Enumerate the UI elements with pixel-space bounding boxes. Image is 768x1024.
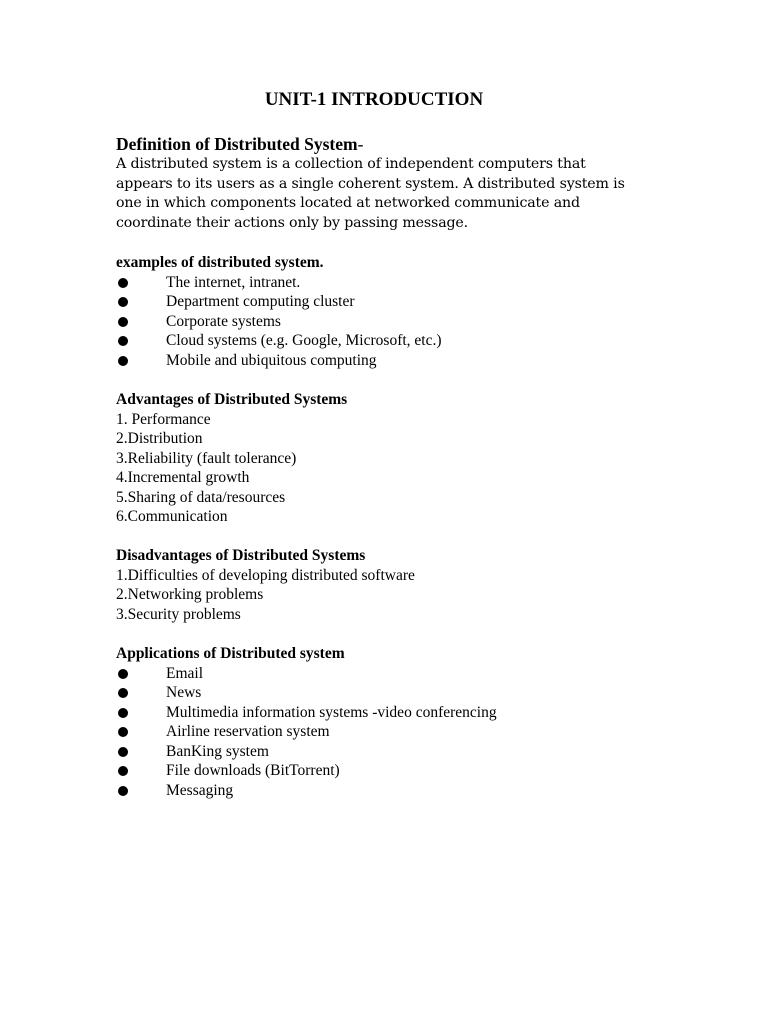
list-item-text: Department computing cluster (166, 293, 355, 310)
list-item-text: The internet, intranet. (166, 273, 301, 291)
list-item (116, 761, 656, 781)
list-item: 2.Distribution (116, 430, 203, 447)
list-item: 1. Performance (116, 410, 211, 428)
list-item (116, 703, 656, 723)
examples-list (116, 273, 656, 371)
bullet-icon (118, 297, 128, 307)
bullet-icon (118, 688, 128, 698)
definition-line: coordinate their actions only by passing message. (116, 214, 469, 231)
definition-line: A distributed system is a collection of independent computers that (116, 156, 586, 172)
bullet-icon (118, 356, 128, 366)
list-item-text: BanKing system (166, 742, 269, 760)
list-item (116, 781, 656, 801)
examples-section (116, 253, 656, 370)
list-item: 3.Reliability (fault tolerance) (116, 449, 297, 467)
list-item-text: Corporate systems (166, 312, 281, 330)
bullet-icon (118, 766, 128, 776)
advantages-section (116, 390, 656, 527)
bullet-icon (118, 747, 128, 757)
applications-heading: Applications of Distributed system (116, 645, 345, 662)
disadvantages-list (116, 566, 656, 625)
list-item-text: Airline reservation system (166, 723, 330, 740)
applications-section (116, 644, 656, 800)
applications-list (116, 664, 656, 801)
list-item (116, 331, 656, 351)
bullet-icon (118, 669, 128, 679)
definition-line: one in which components located at networked communicate and (116, 195, 580, 211)
list-item: 2.Networking problems (116, 586, 264, 603)
list-item (116, 664, 656, 684)
advantages-heading: Advantages of Distributed Systems (116, 391, 348, 408)
bullet-icon (118, 278, 128, 288)
examples-heading: examples of distributed system. (116, 254, 324, 271)
list-item-text: Mobile and ubiquitous computing (166, 351, 377, 369)
list-item: 3.Security problems (116, 605, 241, 623)
list-item (116, 292, 656, 312)
bullet-icon (118, 336, 128, 346)
bullet-icon (118, 317, 128, 327)
bullet-icon (118, 727, 128, 737)
bullet-icon (118, 708, 128, 718)
list-item: 5.Sharing of data/resources (116, 488, 286, 506)
disadvantages-section (116, 546, 656, 624)
advantages-list (116, 410, 656, 527)
disadvantages-heading: Disadvantages of Distributed Systems (116, 547, 366, 564)
bullet-icon (118, 786, 128, 796)
list-item-text: News (166, 684, 202, 701)
definition-heading (116, 133, 656, 155)
list-item: 4.Incremental growth (116, 469, 250, 486)
definition-heading-suffix: - (357, 134, 364, 154)
list-item-text: Messaging (166, 781, 234, 799)
list-item (116, 312, 656, 332)
definition-heading-text: Definition of Distributed System (116, 134, 358, 154)
list-item-text: Email (166, 664, 204, 682)
definition-section (116, 133, 656, 233)
list-item: 1.Difficulties of developing distributed software (116, 566, 415, 584)
page-title: UNIT-1 INTRODUCTION (264, 89, 484, 110)
list-item (116, 351, 656, 371)
list-item: 6.Communication (116, 508, 228, 525)
list-item-text: Cloud systems (e.g. Google, Microsoft, etc.) (166, 332, 442, 349)
definition-line: appears to its users as a single coherent system. A distributed system is (116, 175, 625, 192)
definition-paragraph (116, 155, 656, 233)
list-item (116, 273, 656, 293)
list-item (116, 683, 656, 703)
list-item (116, 722, 656, 742)
list-item-text: Multimedia information systems -video conferencing (166, 703, 497, 721)
list-item (116, 742, 656, 762)
list-item-text: File downloads (BitTorrent) (166, 762, 340, 779)
